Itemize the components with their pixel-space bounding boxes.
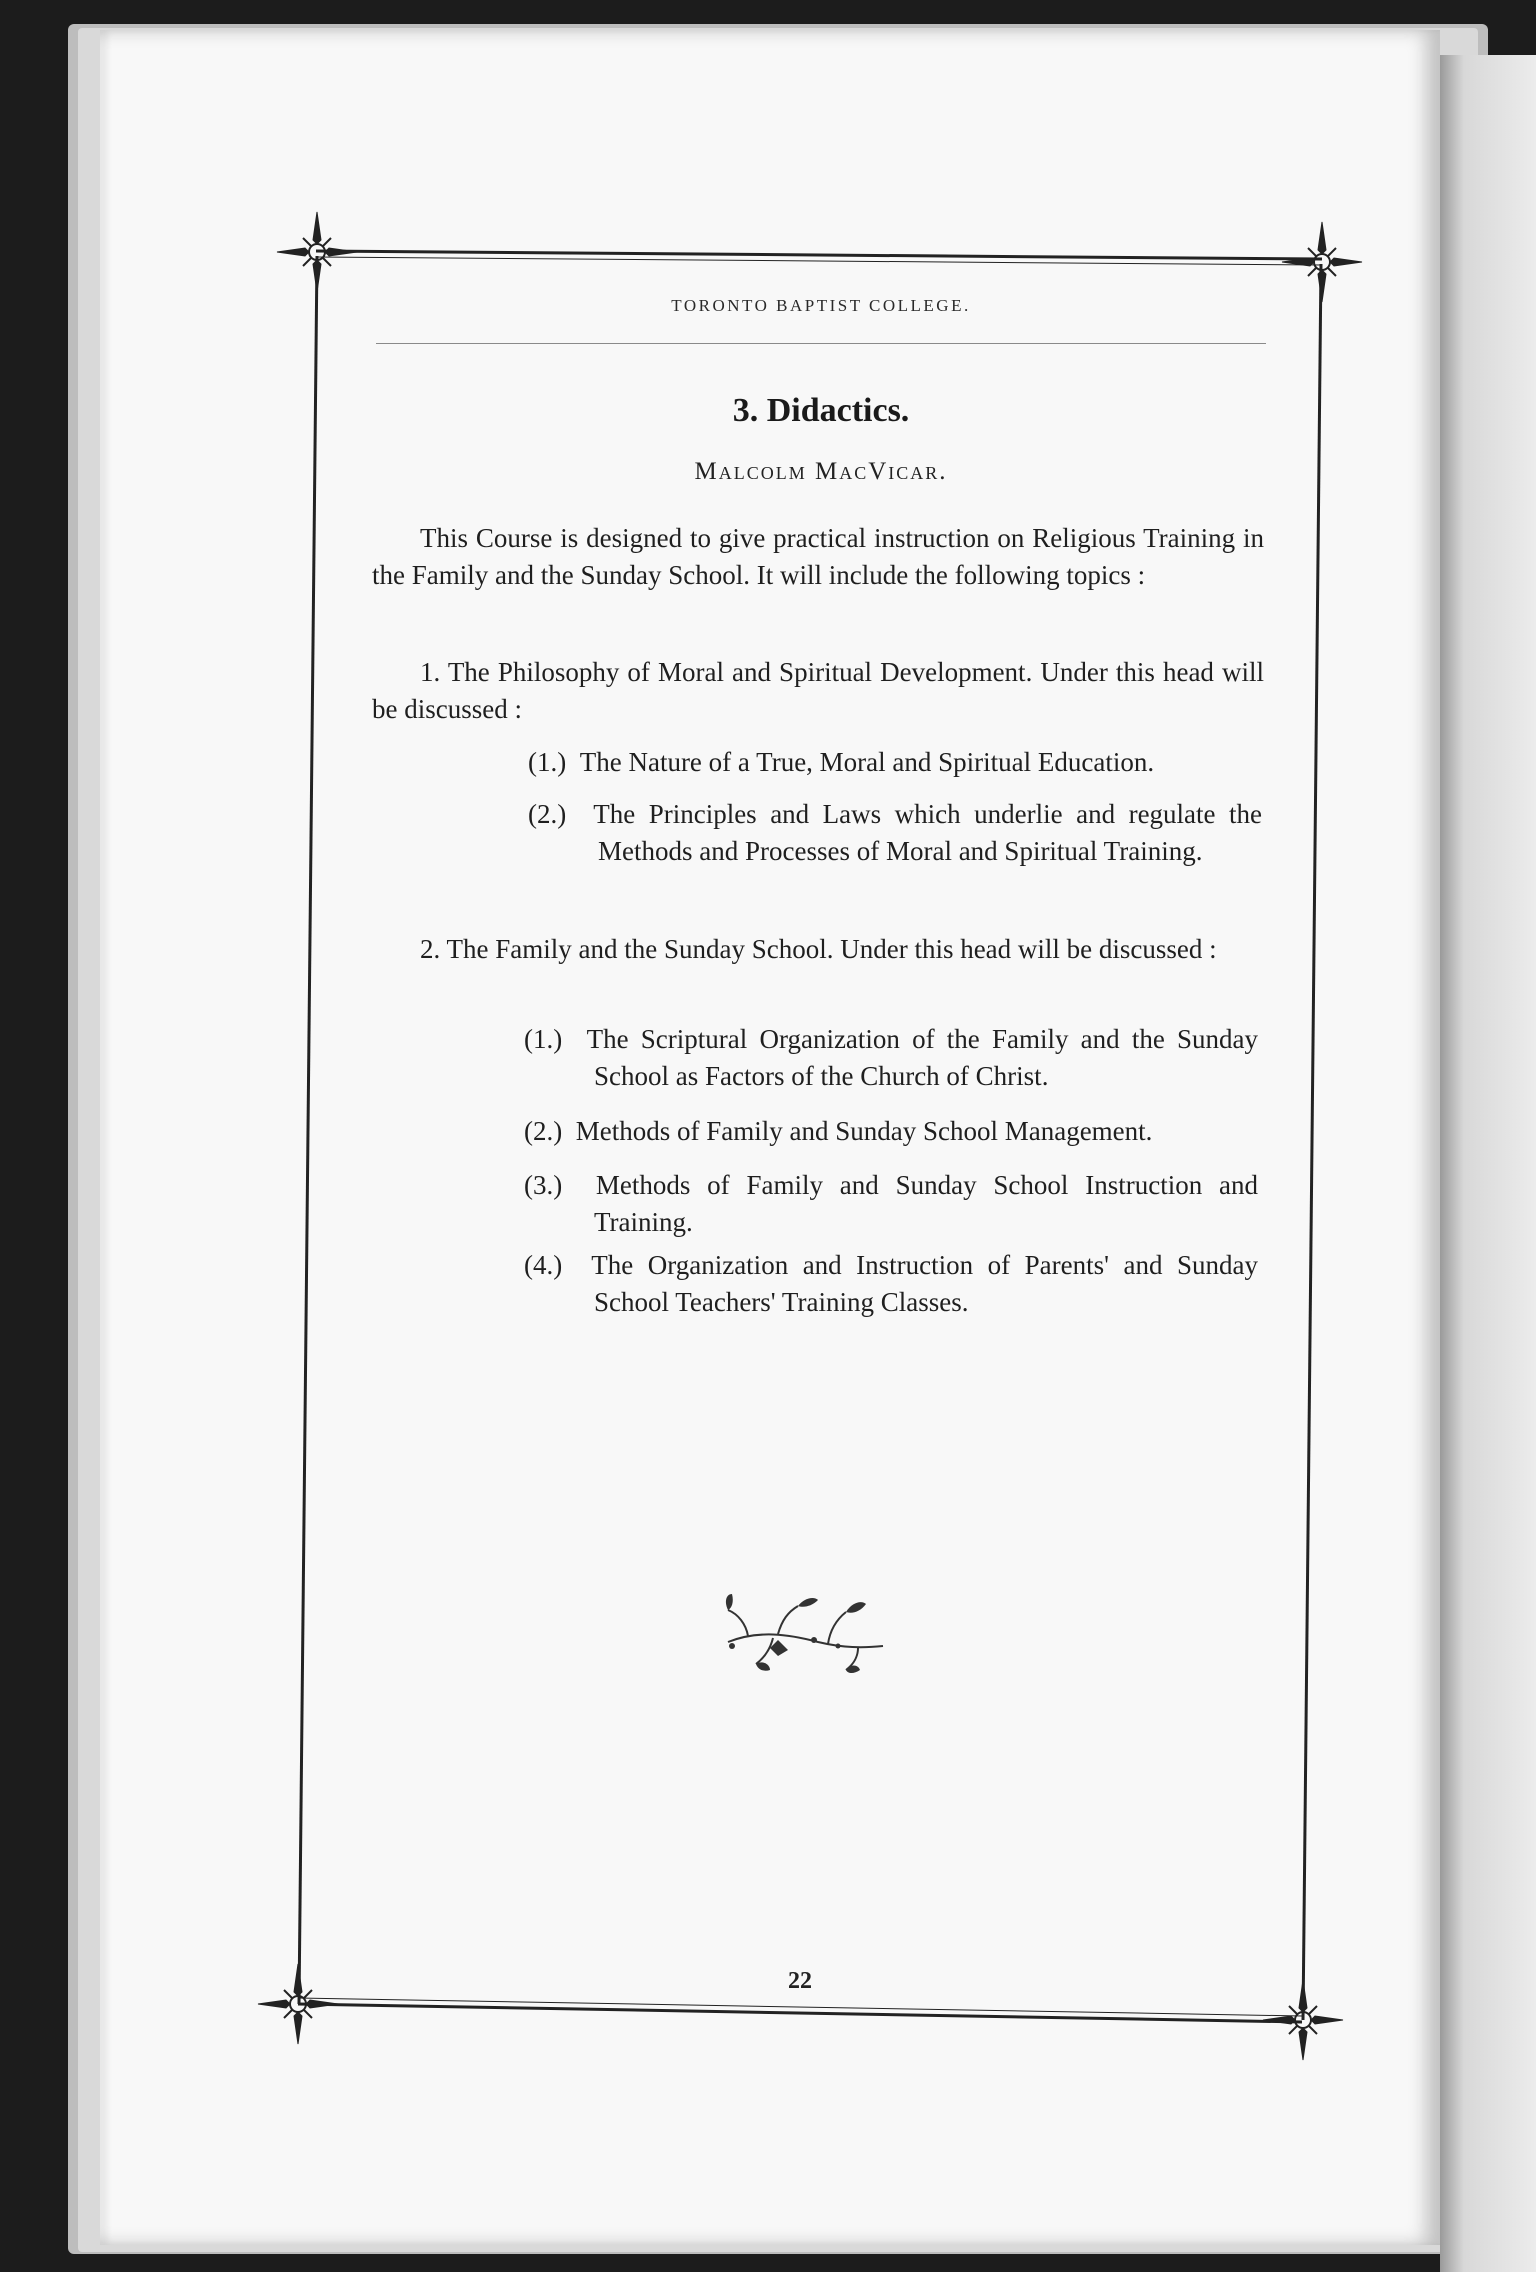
- floral-sprig-icon: [718, 1590, 888, 1680]
- running-head: TORONTO BAPTIST COLLEGE.: [671, 296, 971, 315]
- topic-1-item-2: [462, 796, 1262, 870]
- item-number: (4.): [524, 1250, 563, 1280]
- item-number: (2.): [528, 799, 567, 829]
- topic-1-heading: 1. The Philosophy of Moral and Spiritual Development. Under this head will be discussed :: [372, 657, 1264, 724]
- topic-2-item-2: [458, 1113, 1258, 1150]
- item-text: The Organization and Instruction of Parents' and Sunday School Teachers' Training Classes.: [591, 1250, 1258, 1317]
- item-text: The Scriptural Organization of the Family and the Sunday School as Factors of the Church of Christ.: [586, 1024, 1259, 1091]
- item-text: The Nature of a True, Moral and Spiritual Education.: [579, 747, 1155, 777]
- item-text: Methods of Family and Sunday School Management.: [575, 1116, 1153, 1146]
- item-number: (1.): [524, 1024, 563, 1054]
- item-number: (3.): [524, 1170, 563, 1200]
- page-number: 22: [788, 1968, 812, 1994]
- facing-page-edge: [1440, 55, 1536, 2272]
- section-title: 3. Didactics.: [732, 392, 910, 429]
- intro-paragraph: This Course is designed to give practical instruction on Religious Training in the Family and the Sunday School. It will include the following topics :: [372, 523, 1264, 590]
- item-number: (1.): [528, 747, 567, 777]
- topic-2-item-4: [458, 1247, 1258, 1321]
- topic-2-heading: 2. The Family and the Sunday School. Under this head will be discussed :: [420, 934, 1217, 964]
- header-rule: [376, 343, 1266, 344]
- topic-2-item-1: [458, 1021, 1258, 1095]
- topic-1-item-1: [462, 744, 1262, 781]
- item-text: Methods of Family and Sunday School Instruction and Training.: [594, 1170, 1258, 1237]
- item-text: The Principles and Laws which underlie and regulate the Methods and Processes of Moral and Spiritual Training.: [593, 799, 1262, 866]
- author-name: Malcolm MacVicar.: [694, 458, 948, 485]
- topic-2-item-3: [458, 1167, 1258, 1241]
- item-number: (2.): [524, 1116, 563, 1146]
